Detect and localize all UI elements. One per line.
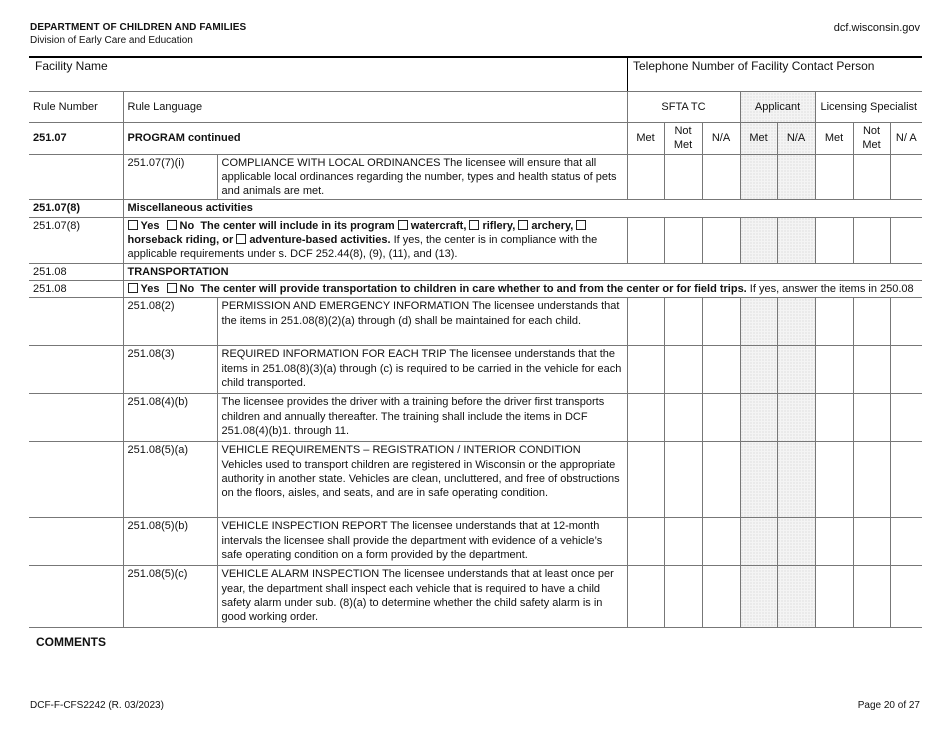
sfta-met-header: Met bbox=[627, 123, 664, 155]
page-number: Page 20 of 27 bbox=[857, 700, 920, 711]
check-cell[interactable] bbox=[740, 566, 777, 628]
website-link[interactable]: dcf.wisconsin.gov bbox=[833, 22, 920, 34]
check-cell[interactable] bbox=[777, 518, 815, 566]
check-cell[interactable] bbox=[890, 442, 922, 518]
rule-number: 251.08(5)(c) bbox=[123, 566, 217, 628]
rule-text: VEHICLE INSPECTION REPORT The licensee understands that at 12-month intervals the licensee shall provide the department with evidence of a vehicle’s safe operating condition on a form provided by the department. bbox=[217, 518, 627, 566]
check-cell[interactable] bbox=[890, 154, 922, 200]
rule-number: 251.08(2) bbox=[123, 298, 217, 346]
check-cell[interactable] bbox=[702, 298, 740, 346]
section-title: PROGRAM continued bbox=[123, 123, 627, 155]
applicant-na-header: N/A bbox=[777, 123, 815, 155]
check-cell[interactable] bbox=[853, 346, 890, 394]
check-cell[interactable] bbox=[627, 217, 664, 263]
check-cell[interactable] bbox=[664, 442, 702, 518]
check-cell[interactable] bbox=[853, 566, 890, 628]
check-cell[interactable] bbox=[890, 394, 922, 442]
col-rule-language: Rule Language bbox=[123, 92, 627, 123]
check-cell[interactable] bbox=[627, 394, 664, 442]
section-number: 251.07 bbox=[29, 123, 123, 155]
subsection-title: TRANSPORTATION bbox=[123, 263, 922, 280]
adventure-checkbox[interactable] bbox=[236, 234, 246, 244]
rule-number: 251.08(5)(a) bbox=[123, 442, 217, 518]
check-cell[interactable] bbox=[815, 346, 853, 394]
no-checkbox[interactable] bbox=[167, 220, 177, 230]
check-cell[interactable] bbox=[777, 298, 815, 346]
subsection-header-row bbox=[29, 200, 922, 217]
check-cell[interactable] bbox=[853, 154, 890, 200]
check-cell[interactable] bbox=[853, 442, 890, 518]
page-header bbox=[30, 22, 246, 46]
col-licensing-specialist: Licensing Specialist bbox=[815, 92, 922, 123]
check-cell[interactable] bbox=[740, 394, 777, 442]
rule-number: 251.08(3) bbox=[123, 346, 217, 394]
col-sfta-tc: SFTA TC bbox=[627, 92, 740, 123]
check-cell[interactable] bbox=[777, 217, 815, 263]
facility-row bbox=[29, 57, 922, 92]
form-id: DCF-F-CFS2242 (R. 03/2023) bbox=[30, 700, 164, 711]
check-cell[interactable] bbox=[853, 394, 890, 442]
check-cell[interactable] bbox=[740, 154, 777, 200]
rule-row bbox=[29, 298, 922, 346]
rule-row bbox=[29, 566, 922, 628]
rule-number: 251.08(5)(b) bbox=[123, 518, 217, 566]
check-cell[interactable] bbox=[777, 442, 815, 518]
check-cell[interactable] bbox=[815, 442, 853, 518]
check-cell[interactable] bbox=[702, 566, 740, 628]
check-cell[interactable] bbox=[664, 217, 702, 263]
check-cell[interactable] bbox=[777, 566, 815, 628]
no-checkbox[interactable] bbox=[167, 283, 177, 293]
yes-checkbox[interactable] bbox=[128, 283, 138, 293]
check-cell[interactable] bbox=[740, 217, 777, 263]
check-cell[interactable] bbox=[627, 442, 664, 518]
transportation-question-text: Yes No The center will provide transportation to children in care whether to and from the center or for field trips. If yes, answer the items in 250.08 bbox=[123, 280, 922, 297]
check-cell[interactable] bbox=[740, 442, 777, 518]
subsection-number: 251.07(8) bbox=[29, 200, 123, 217]
rule-text: VEHICLE ALARM INSPECTION The licensee understands that at least once per year, the department shall inspect each vehicle that is required to have a child safety alarm under sub. (8)(a) to determine whether the child safety alarm is in good working order. bbox=[217, 566, 627, 628]
check-cell[interactable] bbox=[853, 298, 890, 346]
check-cell[interactable] bbox=[890, 346, 922, 394]
check-cell[interactable] bbox=[627, 154, 664, 200]
check-cell[interactable] bbox=[890, 298, 922, 346]
rule-row bbox=[29, 394, 922, 442]
rule-number: 251.08(4)(b) bbox=[123, 394, 217, 442]
sfta-na-header: N/A bbox=[702, 123, 740, 155]
transportation-header-row bbox=[29, 263, 922, 280]
licensing-na-header: N/ A bbox=[890, 123, 922, 155]
check-cell[interactable] bbox=[627, 346, 664, 394]
check-cell[interactable] bbox=[664, 346, 702, 394]
check-cell[interactable] bbox=[815, 298, 853, 346]
check-cell[interactable] bbox=[890, 217, 922, 263]
rule-row bbox=[29, 154, 922, 200]
check-cell[interactable] bbox=[777, 346, 815, 394]
check-cell[interactable] bbox=[777, 154, 815, 200]
rule-text: PERMISSION AND EMERGENCY INFORMATION The licensee understands that the items in 251.08(8)(2)(a) through (d) shall be maintained for each child. bbox=[217, 298, 627, 346]
check-cell[interactable] bbox=[702, 442, 740, 518]
check-cell[interactable] bbox=[627, 298, 664, 346]
misc-activities-text: Yes No The center will include in its program watercraft, riflery, archery, horseback riding, or adventure-based activities. If yes, the center is in compliance with the applicable requirements under s. DCF 252.44(8), (9), (11), and (13). bbox=[123, 217, 627, 263]
check-cell[interactable] bbox=[664, 394, 702, 442]
check-cell[interactable] bbox=[664, 154, 702, 200]
rule-number: 251.07(8) bbox=[29, 217, 123, 263]
rule-row bbox=[29, 346, 922, 394]
check-cell[interactable] bbox=[853, 217, 890, 263]
contact-phone-field[interactable]: Telephone Number of Facility Contact Person bbox=[627, 57, 922, 91]
rule-text: VEHICLE REQUIREMENTS – REGISTRATION / INTERIOR CONDITION Vehicles used to transport children are registered in Wisconsin or the appropriate authority in another state. Vehicles are clean, uncluttered, and free of obstructions on the floors, aisles, and seats, and are in safe operating condition. bbox=[217, 442, 627, 518]
rule-number: 251.07(7)(i) bbox=[123, 154, 217, 200]
department-name: DEPARTMENT OF CHILDREN AND FAMILIES bbox=[30, 22, 247, 33]
check-cell[interactable] bbox=[702, 154, 740, 200]
rule-number: 251.08 bbox=[29, 280, 123, 297]
check-cell[interactable] bbox=[890, 566, 922, 628]
misc-activities-row bbox=[29, 217, 922, 263]
archery-checkbox[interactable] bbox=[518, 220, 528, 230]
check-cell[interactable] bbox=[740, 518, 777, 566]
division-name: Division of Early Care and Education bbox=[30, 35, 193, 46]
facility-name-field[interactable]: Facility Name bbox=[35, 59, 108, 73]
check-cell[interactable] bbox=[815, 394, 853, 442]
riflery-checkbox[interactable] bbox=[469, 220, 479, 230]
column-header-row bbox=[29, 92, 922, 123]
check-cell[interactable] bbox=[815, 518, 853, 566]
check-cell[interactable] bbox=[740, 346, 777, 394]
col-rule-number: Rule Number bbox=[29, 92, 123, 123]
licensing-not-met-header: Not Met bbox=[853, 123, 890, 155]
yes-checkbox[interactable] bbox=[128, 220, 138, 230]
check-cell[interactable] bbox=[815, 566, 853, 628]
subsection-number: 251.08 bbox=[29, 263, 123, 280]
rule-row bbox=[29, 442, 922, 518]
check-cell[interactable] bbox=[627, 566, 664, 628]
check-cell[interactable] bbox=[890, 518, 922, 566]
col-applicant: Applicant bbox=[740, 92, 815, 123]
rule-text: The licensee provides the driver with a training before the driver first transports children and annually thereafter. The training shall include the items in DCF 251.08(4)(b)1. through 11. bbox=[217, 394, 627, 442]
check-cell[interactable] bbox=[664, 298, 702, 346]
section-header-row bbox=[29, 123, 922, 155]
sfta-not-met-header: Not Met bbox=[664, 123, 702, 155]
watercraft-checkbox[interactable] bbox=[398, 220, 408, 230]
rule-text: COMPLIANCE WITH LOCAL ORDINANCES The licensee will ensure that all applicable local ordinances regarding the number, types and health status of pets and animals are met. bbox=[217, 154, 627, 200]
comments-label: COMMENTS bbox=[36, 635, 106, 649]
rule-text: REQUIRED INFORMATION FOR EACH TRIP The licensee understands that the items in 251.08(8)(3)(a) through (c) is required to be carried in the vehicle for each child transported. bbox=[217, 346, 627, 394]
subsection-title: Miscellaneous activities bbox=[123, 200, 922, 217]
check-cell[interactable] bbox=[815, 154, 853, 200]
check-cell[interactable] bbox=[702, 394, 740, 442]
rule-row bbox=[29, 518, 922, 566]
check-cell[interactable] bbox=[702, 346, 740, 394]
transportation-question-row bbox=[29, 280, 922, 297]
licensing-met-header: Met bbox=[815, 123, 853, 155]
check-cell[interactable] bbox=[853, 518, 890, 566]
applicant-met-header: Met bbox=[740, 123, 777, 155]
check-cell[interactable] bbox=[815, 217, 853, 263]
check-cell[interactable] bbox=[777, 394, 815, 442]
check-cell[interactable] bbox=[702, 518, 740, 566]
check-cell[interactable] bbox=[627, 518, 664, 566]
check-cell[interactable] bbox=[664, 566, 702, 628]
check-cell[interactable] bbox=[702, 217, 740, 263]
check-cell[interactable] bbox=[664, 518, 702, 566]
horseback-checkbox[interactable] bbox=[576, 220, 586, 230]
checklist-table bbox=[29, 91, 922, 628]
check-cell[interactable] bbox=[740, 298, 777, 346]
